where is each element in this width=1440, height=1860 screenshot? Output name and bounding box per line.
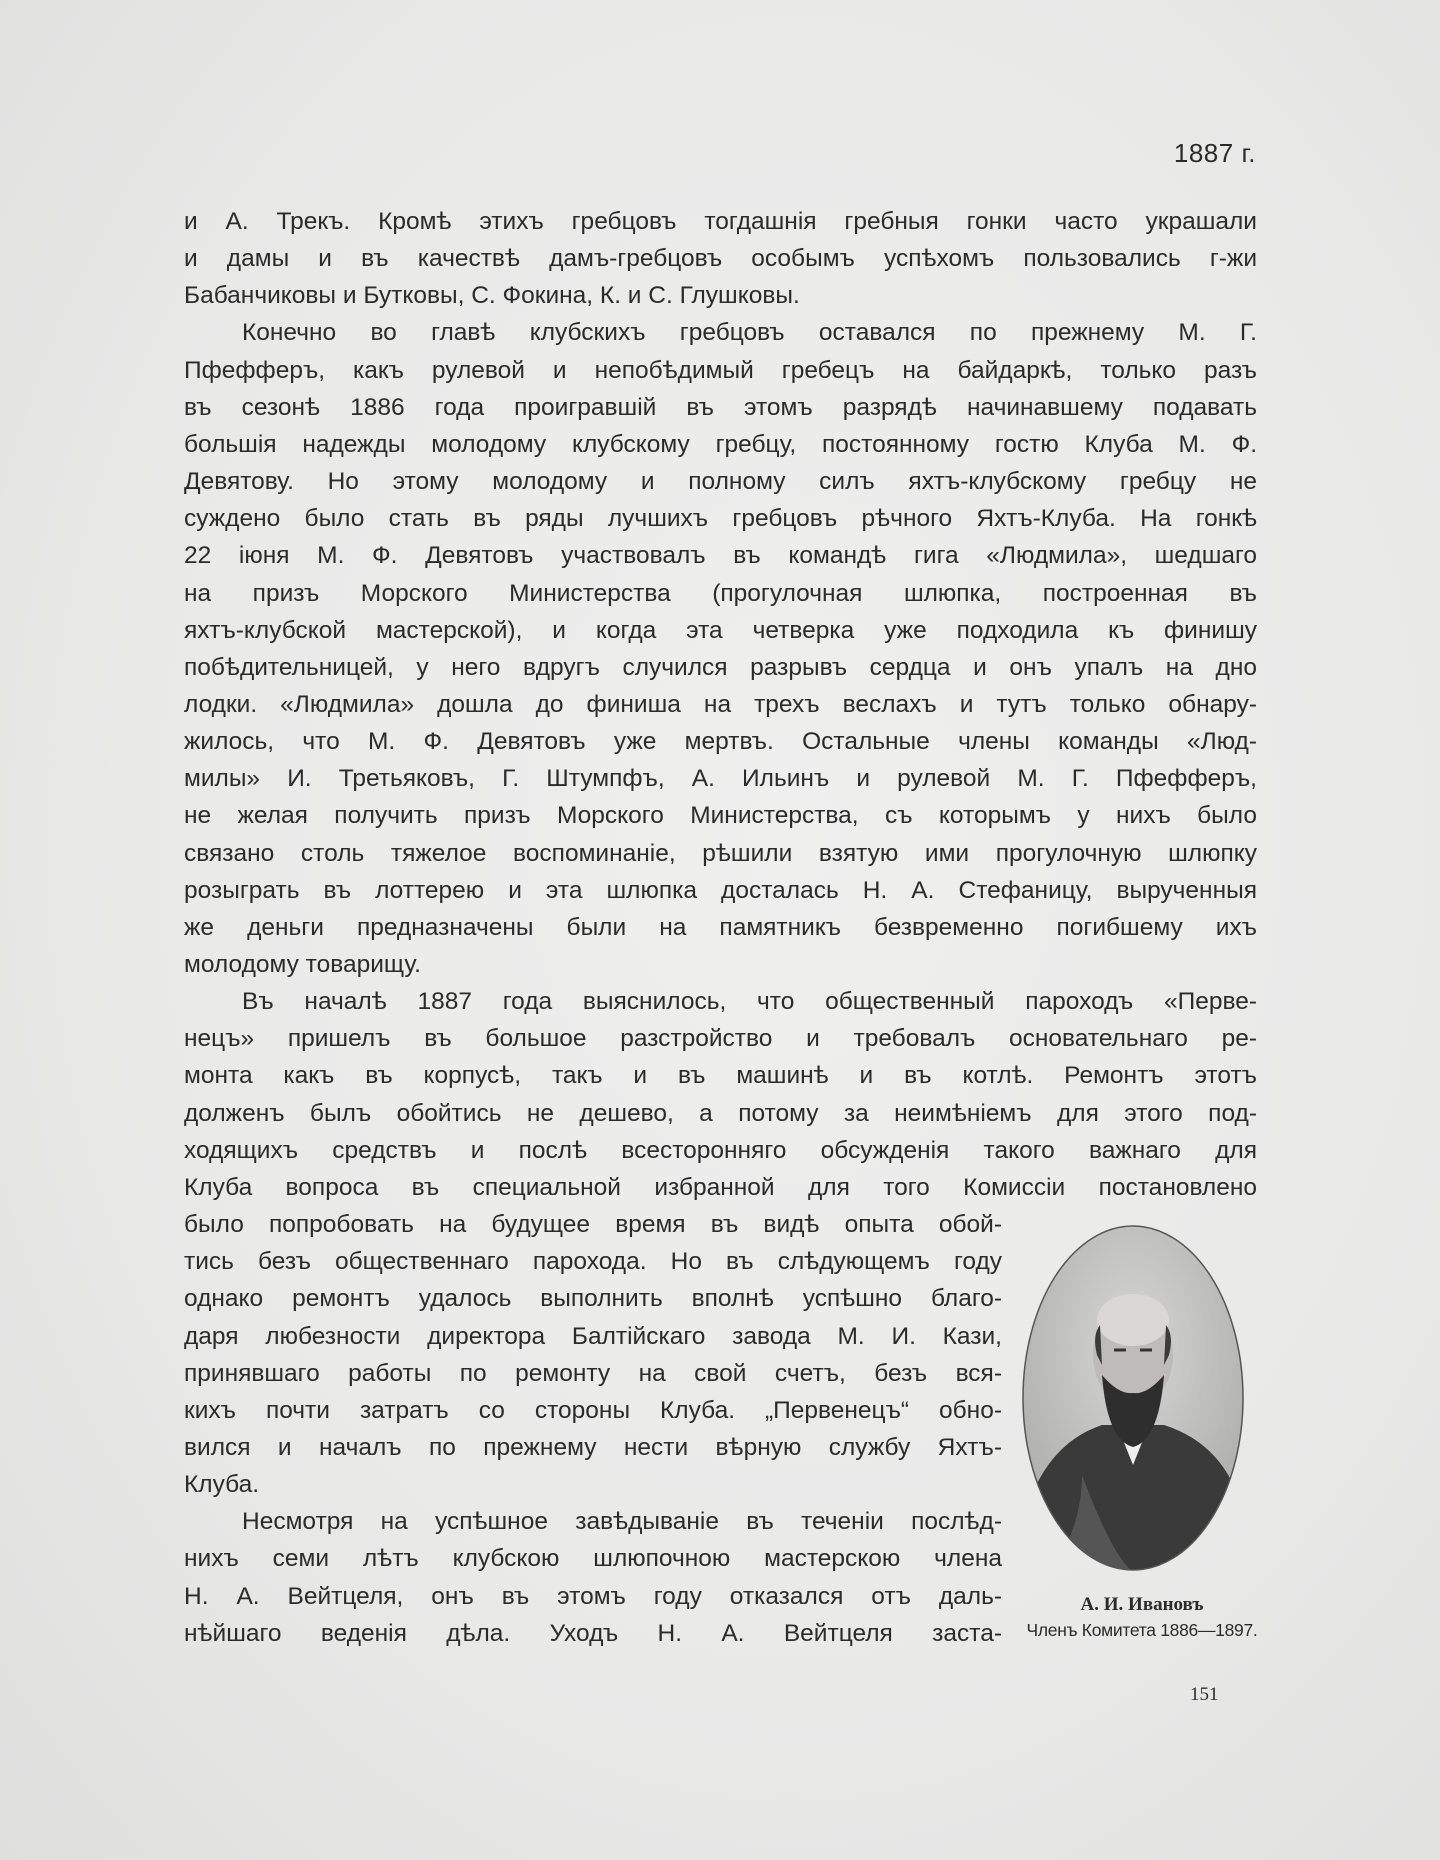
text-line: большія надежды молодому клубскому гребцу, постоянному гостю Клуба М. Ф. bbox=[184, 430, 1257, 458]
text-line: суждено было стать въ ряды лучшихъ гребцовъ рѣчного Яхтъ-Клуба. На гонкѣ bbox=[184, 505, 1257, 533]
text-line: розыграть въ лоттерею и эта шлюпка досталась Н. А. Стефаницу, вырученныя bbox=[184, 876, 1257, 904]
text-line: на призъ Морского Министерства (прогулочная шлюпка, построенная въ bbox=[184, 579, 1257, 607]
text-line: яхтъ-клубской мастерской), и когда эта четверка уже подходила къ финишу bbox=[184, 616, 1257, 644]
text-line: Н. А. Вейтцеля, онъ въ этомъ году отказался отъ даль- bbox=[184, 1582, 1002, 1610]
text-line: побѣдительницей, у него вдругъ случился разрывъ сердца и онъ упалъ на дно bbox=[184, 653, 1257, 681]
text-line: даря любезности директора Балтійскаго завода М. И. Кази, bbox=[184, 1322, 1002, 1350]
text-line: въ сезонѣ 1886 года проигравшій въ этомъ разрядѣ начинавшему подавать bbox=[184, 393, 1257, 421]
text-line: монта какъ въ корпусѣ, такъ и въ машинѣ и въ котлѣ. Ремонтъ этотъ bbox=[184, 1062, 1257, 1090]
portrait-caption-role: Членъ Комитета 1886—1897. bbox=[1026, 1620, 1258, 1640]
text-line: Несмотря на успѣшное завѣдываніе въ теченіи послѣд- bbox=[242, 1508, 1002, 1536]
text-line: и А. Трекъ. Кромѣ этихъ гребцовъ тогдашнія гребныя гонки часто украшали bbox=[184, 208, 1257, 235]
text-line: нецъ» пришелъ въ большое разстройство и требовалъ основательнаго ре- bbox=[184, 1025, 1257, 1053]
page-number: 151 bbox=[1190, 1684, 1219, 1705]
text-line: и дамы и въ качествѣ дамъ-гребцовъ особымъ успѣхомъ пользовались г-жи bbox=[184, 245, 1257, 273]
text-line: Клуба вопроса въ специальной избранной для того Комиссіи постановлено bbox=[184, 1173, 1257, 1201]
running-header-year: 1887 г. bbox=[1173, 138, 1256, 168]
portrait-photo bbox=[1022, 1225, 1244, 1571]
text-line: 22 іюня М. Ф. Девятовъ участвовалъ въ командѣ гига «Людмила», шедшаго bbox=[184, 542, 1257, 570]
text-line: молодому товарищу. bbox=[184, 951, 421, 978]
text-line: нѣйшаго веденія дѣла. Уходъ Н. А. Вейтцеля заста- bbox=[184, 1619, 1002, 1647]
text-line: Въ началѣ 1887 года выяснилось, что общественный пароходъ «Перве- bbox=[242, 988, 1257, 1016]
text-line: не желая получить призъ Морского Министерства, съ которымъ у нихъ было bbox=[184, 802, 1257, 830]
text-line: Конечно во главѣ клубскихъ гребцовъ оставался по прежнему М. Г. bbox=[242, 319, 1257, 347]
text-line: тись безъ общественнаго парохода. Но въ слѣдующемъ году bbox=[184, 1248, 1002, 1276]
text-line: жилось, что М. Ф. Девятовъ уже мертвъ. Остальные члены команды «Люд- bbox=[184, 728, 1257, 756]
text-line: нихъ семи лѣтъ клубскою шлюпочною мастерскою члена bbox=[184, 1545, 1002, 1573]
text-line: долженъ былъ обойтись не дешево, а потому за неимѣніемъ для этого под- bbox=[184, 1099, 1257, 1127]
text-line: было попробовать на будущее время въ видѣ опыта обой- bbox=[184, 1211, 1002, 1239]
text-line: принявшаго работы по ремонту на свой счетъ, безъ вся- bbox=[184, 1359, 1002, 1387]
text-line: Пфефферъ, какъ рулевой и непобѣдимый гребецъ на байдаркѣ, только разъ bbox=[184, 356, 1257, 384]
text-line: вился и началъ по прежнему нести вѣрную службу Яхтъ- bbox=[184, 1433, 1002, 1461]
text-line: ходящихъ средствъ и послѣ всесторонняго обсужденія такого важнаго для bbox=[184, 1136, 1257, 1164]
text-line: связано столь тяжелое воспоминаніе, рѣшили взятую ими прогулочную шлюпку bbox=[184, 839, 1257, 867]
text-line: Клуба. bbox=[184, 1471, 259, 1499]
text-line: Бабанчиковы и Бутковы, С. Фокина, К. и С. Глушковы. bbox=[184, 282, 800, 310]
text-line: милы» И. Третьяковъ, Г. Штумпфъ, А. Ильинъ и рулевой М. Г. Пфефферъ, bbox=[184, 765, 1257, 793]
portrait-caption-name: А. И. Ивановъ bbox=[1080, 1594, 1204, 1615]
text-line: однако ремонтъ удалось выполнить вполнѣ успѣшно благо- bbox=[184, 1285, 1002, 1313]
text-line: кихъ почти затратъ со стороны Клуба. „Первенецъ“ обно- bbox=[184, 1396, 1002, 1424]
text-line: лодки. «Людмила» дошла до финиша на трехъ веслахъ и тутъ только обнару- bbox=[184, 690, 1257, 718]
text-line: же деньги предназначены были на памятникъ безвременно погибшему ихъ bbox=[184, 913, 1257, 941]
text-line: Девятову. Но этому молодому и полному силъ яхтъ-клубскому гребцу не bbox=[184, 468, 1257, 496]
